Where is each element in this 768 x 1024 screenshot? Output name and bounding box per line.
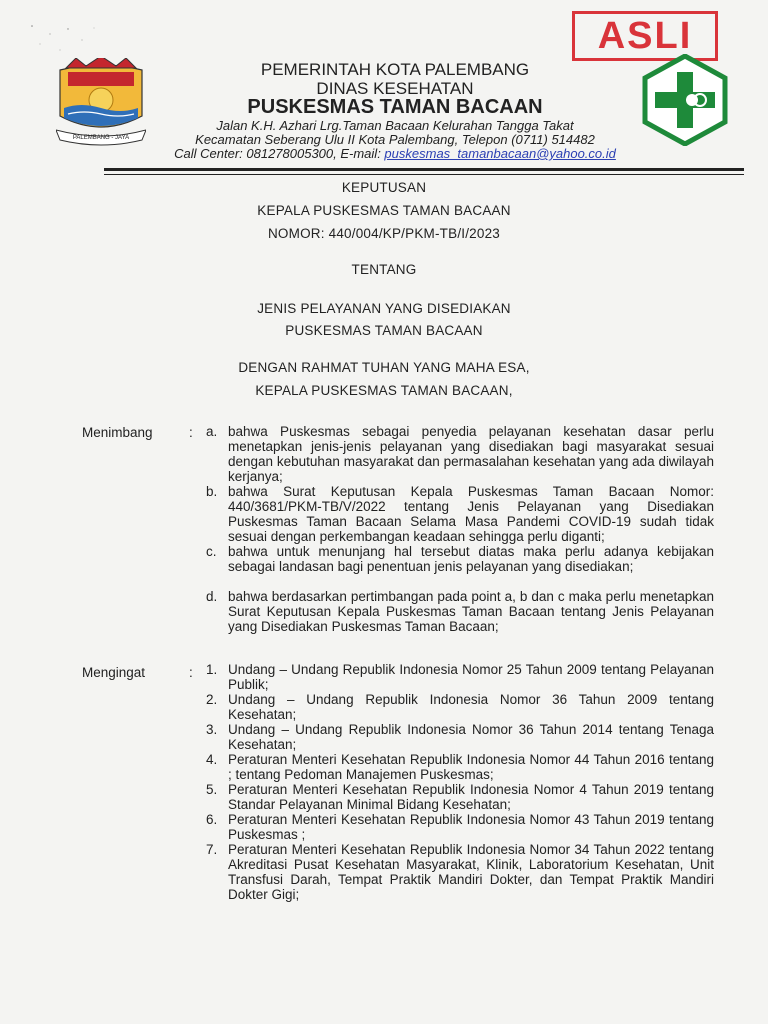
item-marker: 2. — [206, 692, 218, 707]
item-marker: b. — [206, 484, 218, 499]
item-text: bahwa untuk menunjang hal tersebut diatas maka perlu adanya kebijakan sebagai landasan bagi penentuan jenis pelayanan yang disediakan; — [228, 544, 714, 574]
decree-subject-1: JENIS PELAYANAN YANG DISEDIAKAN — [257, 301, 511, 316]
item-text: Undang – Undang Republik Indonesia Nomor 25 Tahun 2009 tentang Pelayanan Publik; — [228, 662, 714, 692]
item-marker: 3. — [206, 722, 218, 737]
item-marker: 5. — [206, 782, 218, 797]
grace-line-2: KEPALA PUSKESMAS TAMAN BACAAN, — [255, 383, 513, 398]
menimbang-colon: : — [189, 425, 193, 440]
item-text: bahwa berdasarkan pertimbangan pada point a, b dan c maka perlu menetapkan Surat Keputusan Kepala Puskesmas Taman Bacaan tentang Jenis Pelayanan yang Disediakan Puskesmas Taman Bacaan; — [228, 589, 714, 634]
department-name: DINAS KESEHATAN — [316, 79, 474, 98]
mengingat-label: Mengingat — [82, 665, 146, 680]
item-marker: d. — [206, 589, 218, 604]
decree-subject-2: PUSKESMAS TAMAN BACAAN — [285, 323, 483, 338]
scan-noise — [20, 20, 110, 60]
item-text: Undang – Undang Republik Indonesia Nomor 36 Tahun 2014 tentang Tenaga Kesehatan; — [228, 722, 714, 752]
item-marker: 1. — [206, 662, 218, 677]
contact-line — [140, 146, 650, 161]
item-marker: c. — [206, 544, 217, 559]
grace-line-1: DENGAN RAHMAT TUHAN YANG MAHA ESA, — [238, 360, 530, 375]
institution-name: PUSKESMAS TAMAN BACAAN — [247, 96, 543, 118]
item-text: Undang – Undang Republik Indonesia Nomor 36 Tahun 2009 tentang Kesehatan; — [228, 692, 714, 722]
decree-title: KEPUTUSAN — [341, 180, 427, 195]
government-name: PEMERINTAH KOTA PALEMBANG — [260, 60, 530, 79]
item-text: bahwa Surat Keputusan Kepala Puskesmas Taman Bacaan Nomor: 440/3681/PKM-TB/V/2022 tentang Jenis Pelayanan yang Disediakan Puskesmas Taman Bacaan Selama Masa Pandemi COVID-19 sudah tidak sesuai dengan perkembangan keadaan sehingga perlu diganti; — [228, 484, 714, 544]
palembang-city-logo — [56, 58, 146, 150]
letterhead-rule-thin — [104, 174, 744, 175]
letterhead-rule-thick — [104, 168, 744, 171]
item-marker: 4. — [206, 752, 218, 767]
puskesmas-health-logo — [640, 54, 730, 146]
email-link[interactable]: puskesmas_tamanbacaan@yahoo.co.id — [384, 146, 616, 161]
address-line-1: Jalan K.H. Azhari Lrg.Taman Bacaan Kelurahan Tangga Takat — [216, 118, 574, 133]
stamp-text: ASLI — [597, 14, 693, 57]
menimbang-label: Menimbang — [82, 425, 153, 440]
svg-text:PALEMBANG - JAYA: PALEMBANG - JAYA — [72, 135, 130, 141]
item-text: Peraturan Menteri Kesehatan Republik Indonesia Nomor 34 Tahun 2022 tentang Akreditasi Pusat Kesehatan Masyarakat, Klinik, Laboratorium Kesehatan, Unit Transfusi Darah, Tempat Praktik Mandiri Dokter, dan Tempat Praktik Mandiri Dokter Gigi; — [228, 842, 714, 902]
item-text: Peraturan Menteri Kesehatan Republik Indonesia Nomor 44 Tahun 2016 tentang ; tentang Pedoman Manajemen Puskesmas; — [228, 752, 714, 782]
item-text: Peraturan Menteri Kesehatan Republik Indonesia Nomor 43 Tahun 2019 tentang Puskesmas ; — [228, 812, 714, 842]
item-marker: a. — [206, 424, 218, 439]
decree-number: NOMOR: 440/004/KP/PKM-TB/I/2023 — [267, 226, 501, 241]
decree-about: TENTANG — [351, 262, 417, 277]
call-center: Call Center: 081278005300, E-mail: — [174, 146, 385, 161]
item-text: bahwa Puskesmas sebagai penyedia pelayanan kesehatan dasar perlu menetapkan jenis-jenis pelayanan yang disediakan bagi masyarakat sesuai dengan kebutuhan masyarakat dan permasalahan kesehatan yang ada diwilayah kerjanya; — [228, 424, 714, 484]
address-line-2: Kecamatan Seberang Ulu II Kota Palembang, Telepon (0711) 514482 — [195, 132, 595, 147]
item-text: Peraturan Menteri Kesehatan Republik Indonesia Nomor 4 Tahun 2019 tentang Standar Pelayanan Minimal Bidang Kesehatan; — [228, 782, 714, 812]
mengingat-colon: : — [189, 665, 193, 680]
item-marker: 7. — [206, 842, 218, 857]
decree-issuer: KEPALA PUSKESMAS TAMAN BACAAN — [257, 203, 511, 218]
item-marker: 6. — [206, 812, 218, 827]
